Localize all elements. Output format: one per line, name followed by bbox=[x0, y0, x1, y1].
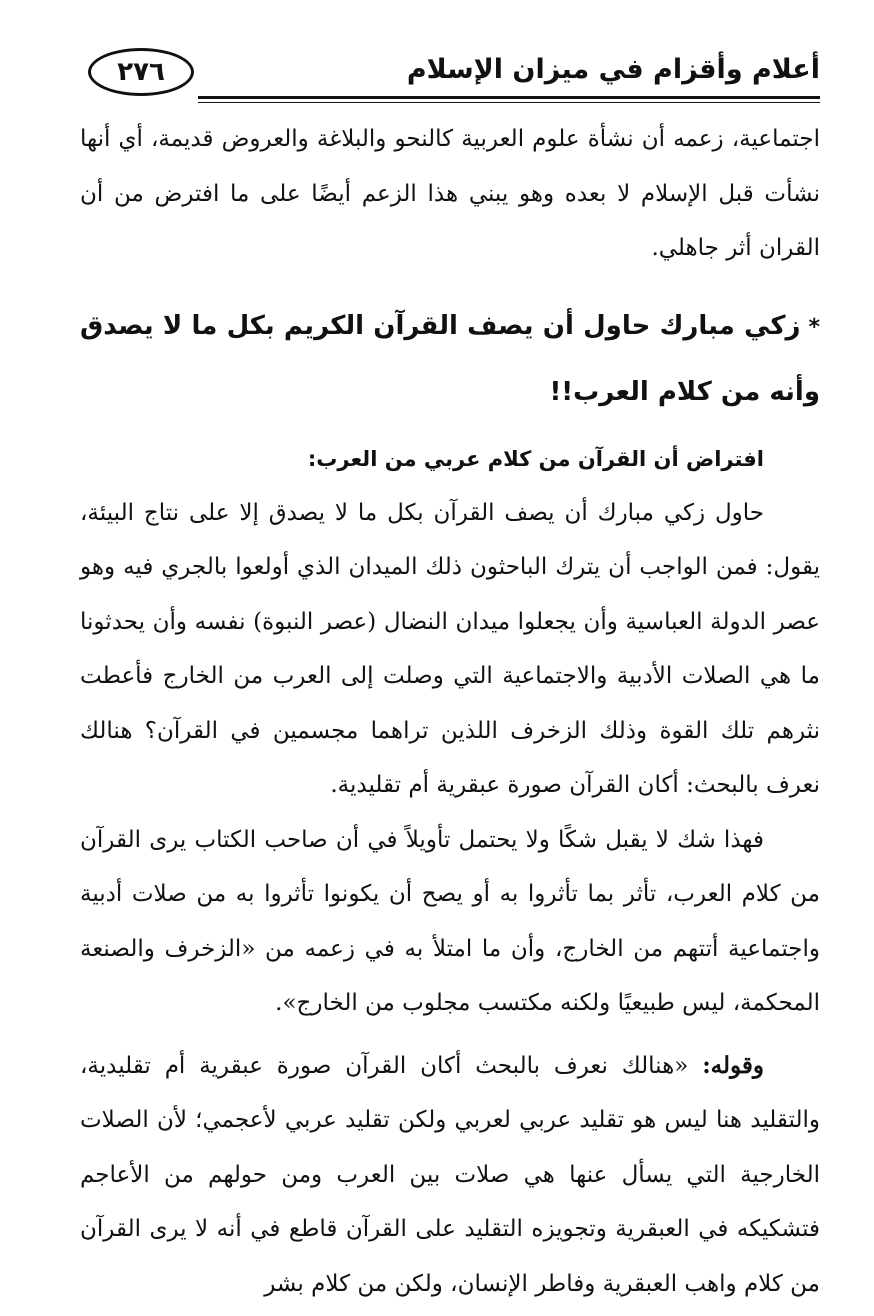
header-rule-thin bbox=[198, 102, 820, 103]
running-title: أعلام وأقزام في ميزان الإسلام bbox=[406, 54, 820, 85]
paragraph-continuation: اجتماعية، زعمه أن نشأة علوم العربية كالنحو والبلاغة والعروض قديمة، أي أنها نشأت قبل الإسلام لا بعده وهو يبني هذا الزعم أيضًا على ما افترض من أن القران أثر جاهلي. bbox=[80, 126, 820, 261]
paragraph-doubt: فهذا شك لا يقبل شكًا ولا يحتمل تأويلاً في أن صاحب الكتاب يرى القرآن من كلام العرب، تأثر بما تأثروا به أو يصح أن يكونوا تأثروا به من صلات أدبية واجتماعية أتتهم من الخارج، وأن ما امتلأ به في زعمه من «الزخرف والصنعة المحكمة، ليس طبيعيًا ولكنه مكتسب مجلوب من الخارج». bbox=[80, 826, 820, 1016]
bullet-asterisk-icon: * bbox=[808, 314, 820, 340]
paragraph-zaki-mubarak: حاول زكي مبارك أن يصف القرآن بكل ما لا يصدق إلا على نتاج البيئة، يقول: فمن الواجب أن يترك الباحثون ذلك الميدان الذي أولعوا بالجري فيه وهو عصر الدولة العباسية وأن يجعلوا ميدان النضال (عصر النبوة) نفسه وأن يحدثونا ما هي الصلات الأدبية والاجتماعية التي وصلت إلى العرب من الخارج فأعطت نثرهم تلك القوة وذلك الزخرف اللذين تراهما مجسمين في القرآن؟ هنالك نعرف بالبحث: أكان القرآن صورة عبقرية أم تقليدية. bbox=[80, 499, 820, 798]
paragraph-quote bbox=[80, 1039, 820, 1312]
page-number: ٢٧٦ bbox=[88, 48, 194, 96]
page-body bbox=[80, 112, 820, 1311]
section-heading bbox=[80, 294, 820, 424]
running-header bbox=[80, 44, 820, 102]
quote-text: «هنالك نعرف بالبحث أكان القرآن صورة عبقرية أم تقليدية، والتقليد هنا ليس هو تقليد عربي لعربي ولكن تقليد عربي لأعجمي؛ لأن الصلات الخارجية التي يسأل عنها هي صلات بين العرب ومن حولهم من الأعاجم فتشكيكه في العبقرية وتجويزه التقليد على القرآن قاطع في أنه لا يرى القرآن من كلام واهب العبقرية وفاطر الإنسان، ولكن من كلام بشر bbox=[80, 1052, 820, 1297]
quote-lead: وقوله: bbox=[702, 1051, 764, 1079]
section-heading-text: زكي مبارك حاول أن يصف القرآن الكريم بكل ما لا يصدق وأنه من كلام العرب!! bbox=[80, 310, 820, 407]
subheading: افتراض أن القرآن من كلام عربي من العرب: bbox=[307, 446, 764, 471]
header-rule bbox=[198, 96, 820, 99]
